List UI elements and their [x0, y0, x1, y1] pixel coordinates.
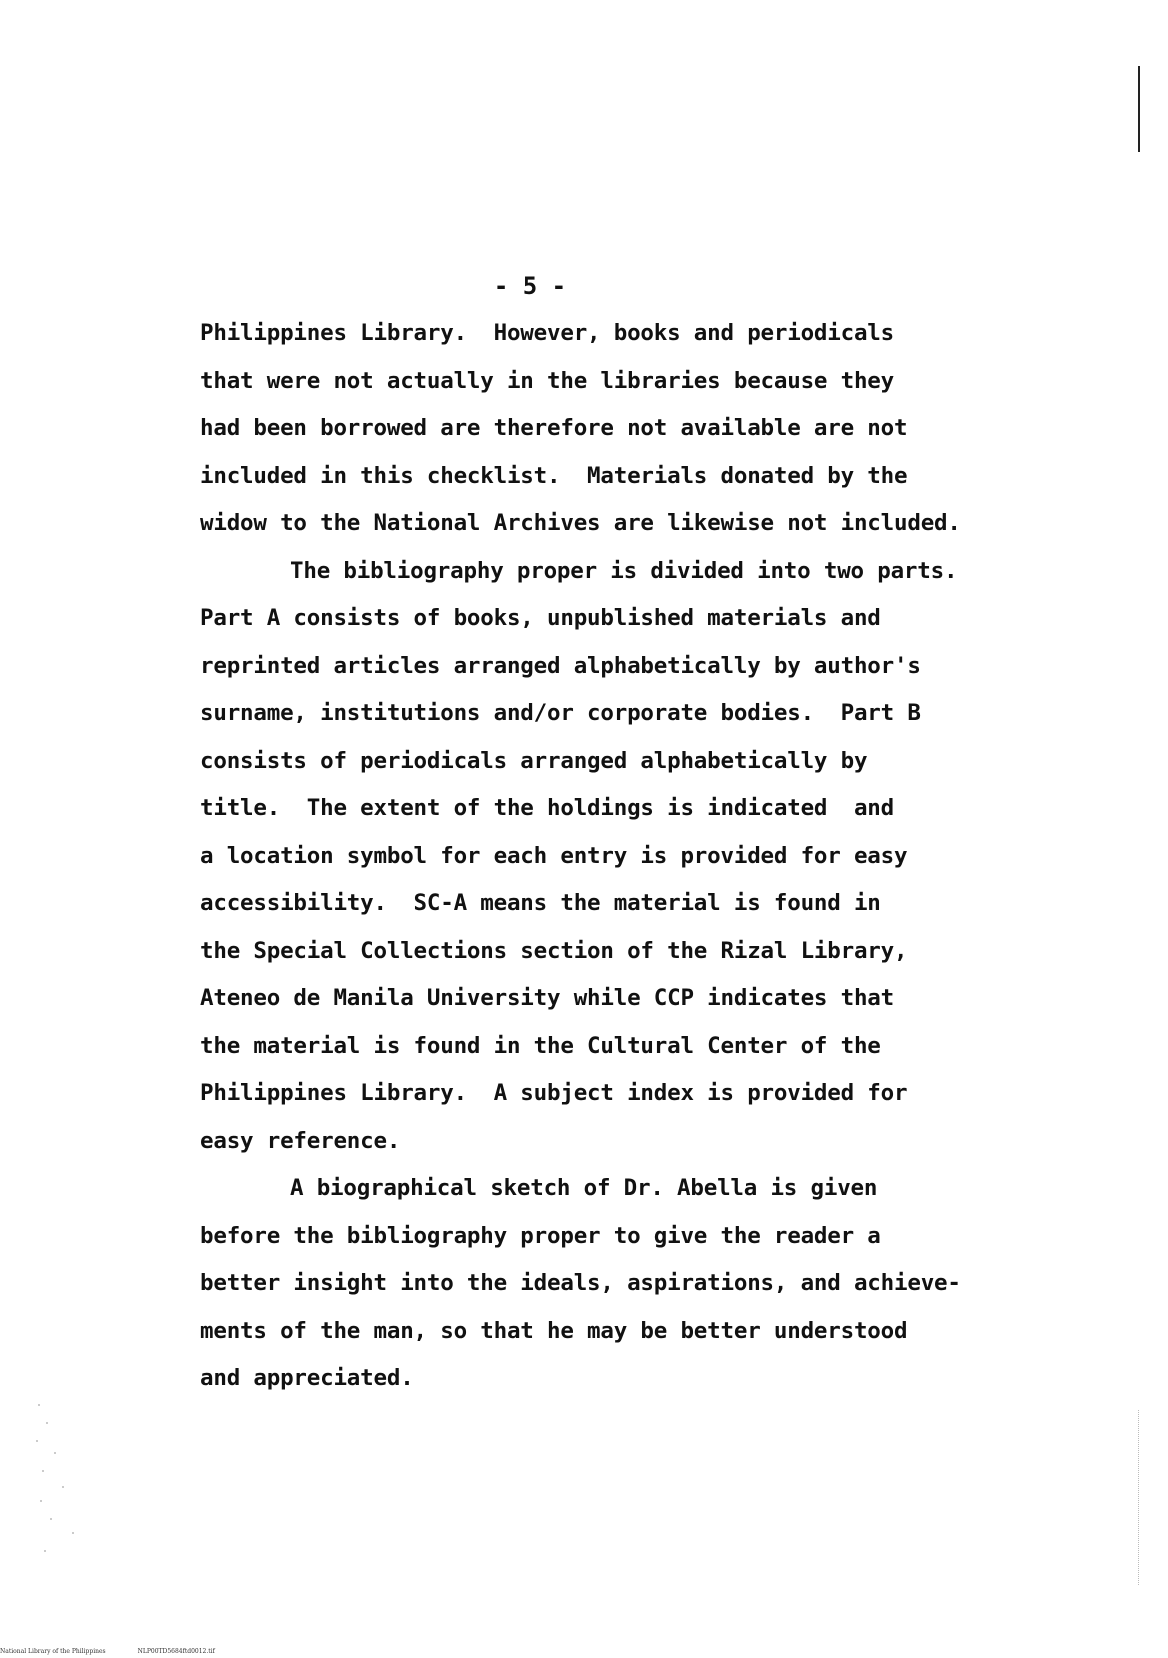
- page-number: - 5 -: [493, 272, 567, 300]
- text-line: and appreciated.: [200, 1365, 414, 1391]
- text-line: that were not actually in the libraries because they: [200, 367, 894, 394]
- text-line: reprinted articles arranged alphabetically by author's: [200, 652, 921, 679]
- scan-noise-left: [32, 1400, 92, 1570]
- text-line: the material is found in the Cultural Center of the: [200, 1032, 881, 1059]
- text-line: consists of periodicals arranged alphabetically by: [200, 747, 868, 774]
- scan-noise-right: [1138, 1410, 1140, 1585]
- scan-footer: [0, 1648, 247, 1655]
- text-line: Philippines Library. A subject index is provided for: [200, 1080, 908, 1106]
- text-line: Part A consists of books, unpublished materials and: [200, 605, 881, 631]
- text-line: surname, institutions and/or corporate bodies. Part B: [200, 700, 921, 726]
- text-line: title. The extent of the holdings is indicated and: [200, 795, 894, 821]
- text-line: had been borrowed are therefore not available are not: [200, 415, 908, 441]
- text-line: the Special Collections section of the Rizal Library,: [200, 937, 908, 964]
- text-line: Philippines Library. However, books and periodicals: [200, 320, 894, 346]
- text-line: widow to the National Archives are likewise not included.: [200, 510, 961, 536]
- text-line: easy reference.: [200, 1127, 401, 1154]
- text-line: accessibility. SC-A means the material is found in: [200, 890, 881, 916]
- body-text: [200, 310, 1080, 1403]
- paragraph-2: [200, 548, 1080, 1166]
- text-line: The bibliography proper is divided into two parts.: [290, 557, 958, 584]
- text-line: ments of the man, so that he may be better understood: [200, 1317, 908, 1344]
- text-line: better insight into the ideals, aspirations, and achieve-: [200, 1270, 961, 1296]
- text-line: before the bibliography proper to give the reader a: [200, 1222, 881, 1249]
- text-line: Ateneo de Manila University while CCP indicates that: [200, 985, 894, 1011]
- paragraph-3: [200, 1165, 1080, 1403]
- footer-file-id: NLP00TD5684ftd0012.tif: [137, 1648, 215, 1655]
- text-line: included in this checklist. Materials donated by the: [200, 462, 908, 489]
- text-line: A biographical sketch of Dr. Abella is given: [290, 1175, 878, 1201]
- scan-edge-line: [1138, 66, 1140, 152]
- footer-source: National Library of the Philippines: [0, 1648, 106, 1655]
- paragraph-1: [200, 310, 1080, 548]
- text-line: a location symbol for each entry is provided for easy: [200, 842, 908, 869]
